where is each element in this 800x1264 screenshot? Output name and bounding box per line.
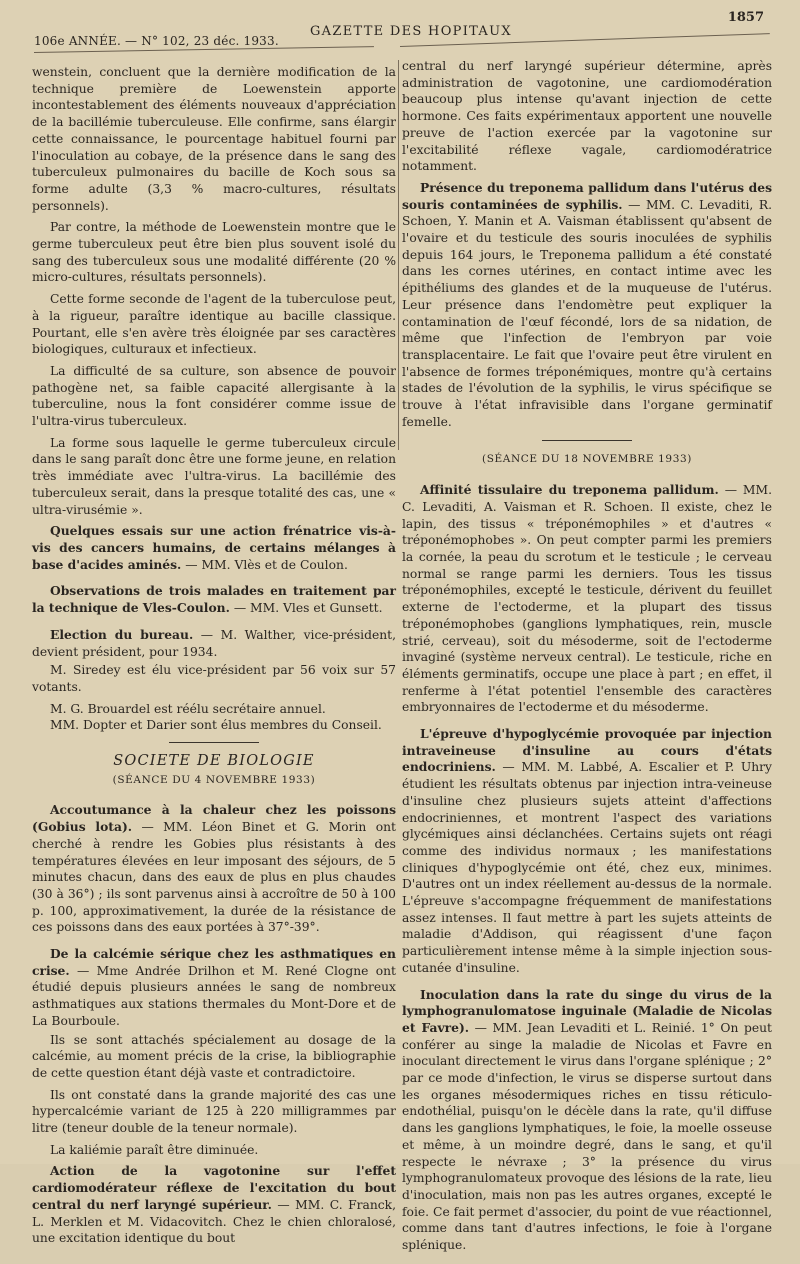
- entry-text: — MM. Léon Binet et G. Morin ont cherché à rendre les Gobies plus résistants à des températures élevées en leur imposant des séjours, de 5 minutes chacun, dans des eaux de plus en plus chaudes (30 à 36°) ; ils sont parvenus ainsi à accroître de 50 à 100 p. 100, approximativement, la durée de la résistance de ces poissons dans des eaux portées à 37°-39°.: [32, 820, 396, 935]
- entry-title: Accoutumance à la chaleur chez les poissons (Gobius lota).: [32, 802, 396, 835]
- journal-title: GAZETTE DES HOPITAUX: [310, 24, 512, 39]
- page-header: [34, 10, 764, 48]
- entry-title: Inoculation dans la rate du singe du virus de la lymphogranulomatose inguinale (Maladie de Nicolas et Favre).: [402, 986, 772, 1035]
- section-title: SOCIETE DE BIOLOGIE: [113, 753, 315, 770]
- entry-affinite-tissulaire: [402, 482, 772, 716]
- entry-text: — MM. C. Franck, L. Merklen et M. Vidacovitch. Chez le chien chloralosé, une excitation identique du bout: [32, 1197, 396, 1246]
- paragraph: Ils ont constaté dans la grande majorité des cas une hypercalcémie variant de 125 à 220 milligrammes par litre (teneur double de la teneur normale).: [32, 1087, 396, 1136]
- entry-text: — MM. M. Labbé, A. Escalier et P. Uhry étudient les résultats obtenus par injection intra-veineuse d'insuline chez plusieurs sujets atteint d'affections endocriniennes, et montrent l'aspect des variations glycémiques ainsi déclanchées. Certains sujets ont réagi comme des individus normaux ; les manifestations cliniques d'hypoglycémie ont été, chez eux, minimes. D'autres ont un index réellement au-dessus de la normale. L'épreuve s'accompagne fréquemment de manifestations assez intenses. Il faut mettre à part les sujets atteints de maladie d'Addison, qui réagissent d'une façon particulièrement intense même à la simple injection sous-cutanée d'insuline.: [402, 760, 772, 975]
- entry-text: — MM. C. Levaditi, R. Schoen, Y. Manin et A. Vaisman établissent qu'absent de l'ovaire et du testicule des souris inoculées de syphilis depuis 164 jours, le Treponema pallidum a été constaté dans les cornes utérines, en contact intime avec les épithéliums des glandes et de la muqueuse de l'utérus. Leur présence dans l'endomètre peut expliquer la contamination de l'œuf fécondé, lors de sa nidation, de même que l'infection de l'embryon par voie transplacentaire. Le fait que l'ovaire peut être virulent en l'absence de formes tréponémiques, montre qu'à certains stades de l'évolution de la syphilis, le virus spécifique se trouve à l'état infravisible dans l'organe germinatif femelle.: [402, 197, 772, 429]
- issue-line: 106e ANNÉE. — N° 102, 23 déc. 1933.: [34, 34, 279, 48]
- entry-title: Quelques essais sur une action frénatrice vis-à-vis des cancers humains, de certains mélanges à base d'acides aminés.: [32, 523, 396, 572]
- entry-title: De la calcémie sérique chez les asthmatiques en crise.: [32, 946, 396, 978]
- entry-election: [32, 627, 396, 660]
- paragraph: La difficulté de sa culture, son absence de pouvoir pathogène net, sa faible capacité allergisante à la tuberculine, nous la font considérer comme issue de l'ultra-virus tuberculeux.: [32, 363, 396, 429]
- paragraph: M. G. Brouardel est réélu secrétaire annuel.: [50, 701, 326, 716]
- right-column: [402, 58, 772, 1264]
- entry-title: Affinité tissulaire du treponema pallidum.: [420, 482, 719, 498]
- entry-text: — Mme Andrée Drilhon et M. René Clogne ont étudié depuis plusieurs années le sang de nombreux asthmatiques aux stations thermales du Mont-Dore et de La Bourboule.: [32, 963, 396, 1028]
- entry-authors: — MM. Vlès et de Coulon.: [185, 557, 348, 572]
- paragraph: wenstein, concluent que la dernière modification de la technique première de Loewenstein apporte incontestablement des éléments nouveaux d'appréciation de la bacillémie tuberculeuse. Elle confirme, sans élargir cette connaissance, le pourcentage habituel fourni par l'inoculation au cobaye, de la présence dans le sang des tuberculeux pulmonaires du bacille de Koch sous sa forme adulte (3,3 % macro-cultures, résultats personnels).: [32, 65, 396, 213]
- paragraph: M. Siredey est élu vice-président par 56 voix sur 57 votants.: [32, 663, 396, 694]
- paragraph: La forme sous laquelle le germe tuberculeux circule dans le sang paraît donc être une forme jeune, en relation très immédiate avec l'ultra-virus. La bacillémie des tuberculeux serait, dans la presque totalité des cas, une « ultra-virusémie ».: [32, 435, 396, 517]
- entry-text: — M. Walther, vice-président, devient président, pour 1934.: [32, 627, 397, 659]
- entry-vagotonine: [32, 1163, 396, 1247]
- entry-calcemie: [32, 946, 396, 1030]
- entry-inoculation-rate: [402, 987, 772, 1254]
- entry-title: Présence du treponema pallidum dans l'utérus des souris contaminées de syphilis.: [402, 179, 772, 212]
- entry-text: — MM. Jean Levaditi et L. Reinié. 1° On peut conférer au singe la maladie de Nicolas et Favre en inoculant directement le virus dans l'organe splénique ; 2° par ce mode d'infection, le virus se disperse surtout dans les organes mésodermiques riches en tissu réticulo-endothélial, puisqu'on le décèle dans la rate, qu'il diffuse dans les ganglions lymphatiques, le foie, la moelle osseuse et même, à un moindre degré, dans le sang, et qu'il respecte le névraxe ; 3° la présence du virus lymphogranulomateux provoque des lésions de la rate, lieu d'inoculation, mais non pas les autres organes, excepté le foie. Ce fait permet d'associer, du point de vue réactionnel, comme dans tant d'autres infections, le foie à l'organe splénique.: [402, 1020, 772, 1253]
- paragraph: MM. Dopter et Darier sont élus membres du Conseil.: [50, 718, 382, 733]
- paragraph: La kaliémie paraît être diminuée.: [50, 1142, 259, 1157]
- entry-observations: [32, 583, 396, 616]
- paragraph: Par contre, la méthode de Loewenstein montre que le germe tuberculeux peut être bien plus souvent isolé du sang des tuberculeux sous une modalité différente (20 % micro-cultures, résultats personnels).: [32, 220, 396, 285]
- section-separator: [542, 440, 632, 441]
- column-divider: [398, 60, 399, 450]
- entry-authors: — MM. Vles et Gunsett.: [233, 601, 383, 616]
- seance-date: (SÉANCE DU 18 NOVEMBRE 1933): [482, 453, 692, 466]
- seance-date: (SÉANCE DU 4 NOVEMBRE 1933): [112, 773, 316, 786]
- page-number: 1857: [727, 10, 764, 25]
- entry-accoutumance: [32, 802, 396, 936]
- entry-text: — MM. C. Levaditi, A. Vaisman et R. Schoen. Il existe, chez le lapin, des tissus « tréponémophiles » et d'autres « tréponémophobes ». On peut compter parmi les premiers la cornée, la peau du scrotum et le testicule ; le cerveau normal se range parmi les derniers. Tous les tissus tréponémophiles, excepté le testicule, dérivent du feuillet externe de l'ectoderme, et la plupart des tissus tréponémophobes (ganglions lymphatiques, rein, muscle strié, cerveau), soit du mésoderme, soit de l'ectoderme invaginé (système nerveux central). Le testicule, riche en éléments germinatifs, occupe une place à part ; en effet, il renferme à l'état potentiel l'ensemble des caractères embryonnaires de l'ectoderme et du mésoderme.: [402, 483, 772, 715]
- section-separator: [169, 742, 259, 743]
- left-column: [32, 64, 396, 1257]
- entry-hypoglycemie: [402, 726, 772, 977]
- entry-title: Election du bureau.: [50, 626, 194, 642]
- entry-title: Observations de trois malades en traitement par la technique de Vles-Coulon.: [32, 583, 396, 616]
- paragraph: Cette forme seconde de l'agent de la tuberculose peut, à la rigueur, paraître identique au bacille classique. Pourtant, elle s'en avère très éloignée par ses caractères biologiques, culturaux et infectieux.: [32, 292, 396, 357]
- entry-essais-cancers: [32, 523, 396, 573]
- paragraph: Ils se sont attachés spécialement au dosage de la calcémie, au moment précis de la crise, la bibliographie de cette question étant déjà vaste et contradictoire.: [32, 1032, 396, 1080]
- entry-title: L'épreuve d'hypoglycémie provoquée par injection intraveineuse d'insuline au cours d'états endocriniens.: [402, 726, 772, 775]
- paragraph: central du nerf laryngé supérieur détermine, après administration de vagotonine, une cardiomodération beaucoup plus intense qu'avant injection de cette hormone. Ces faits expérimentaux apportent une nouvelle preuve de l'action exercée par la vagotonine sur l'excitabilité réflexe vagale, cardiomodératrice notamment.: [402, 59, 772, 174]
- entry-treponema-uterus: [402, 180, 772, 431]
- entry-title: Action de la vagotonine sur l'effet cardiomodérateur réflexe de l'excitation du bout central du nerf laryngé supérieur.: [32, 1163, 396, 1212]
